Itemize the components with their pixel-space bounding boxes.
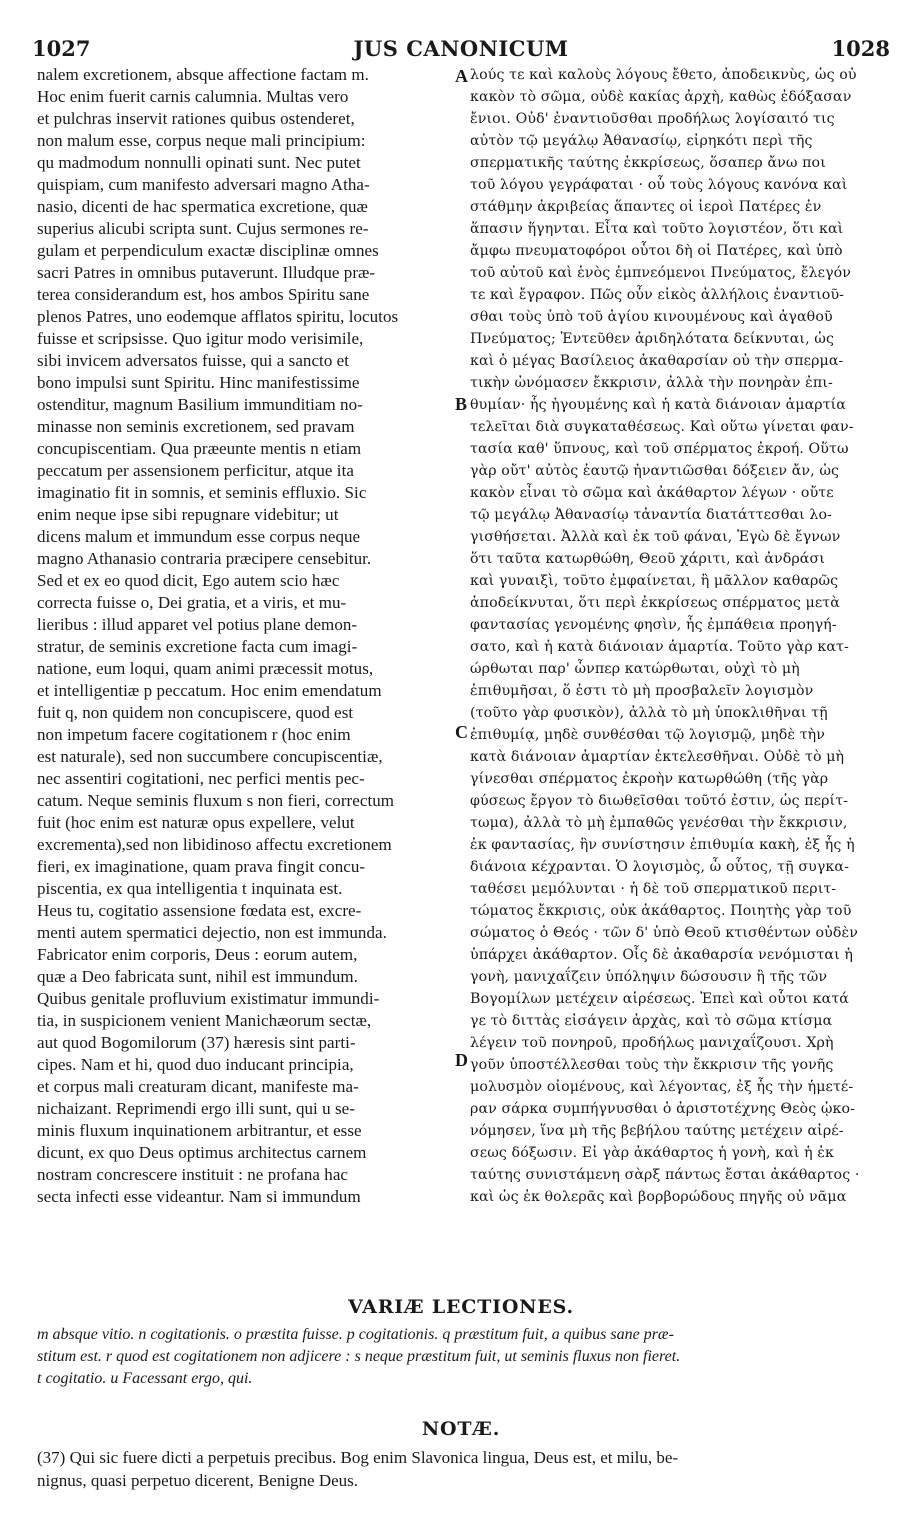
latin-text-line: tia, in suspicionem venient Manichæorum sectæ, xyxy=(37,1011,372,1030)
latin-text-line: non impetum facere cogitationem r (hoc enim xyxy=(37,725,351,744)
greek-text-line: καὶ ὡς ἐκ θολερᾶς καὶ βορβορώδους πηγῆς οὐ νᾶμα xyxy=(470,1189,847,1205)
greek-text-line: σεως δόξωσιν. Εἰ γὰρ ἀκάθαρτος ἡ γονὴ, καὶ ἡ ἐκ xyxy=(470,1145,834,1161)
margin-mark-c: C xyxy=(455,722,468,742)
variae-lectiones xyxy=(37,1324,892,1390)
greek-column xyxy=(470,64,892,1288)
greek-text-line: λέγειν τοῦ πονηροῦ, προδήλως μανιχαΐζουσι. Χρὴ xyxy=(470,1035,834,1051)
latin-text-line: plenos Patres, uno eodemque afflatos spiritu, locutos xyxy=(37,307,399,326)
latin-text-line: sibi invicem adversatos fuisse, qui a sancto et xyxy=(37,351,350,370)
latin-text-line: minis fluxum inquinationem arbitrantur, et esse xyxy=(37,1121,362,1140)
greek-text-line: ώρθωται παρ' ὧνπερ κατώρθωται, οὐχὶ τὸ μὴ xyxy=(470,661,800,677)
latin-text-line: natione, eum loqui, quam animi præcessit motus, xyxy=(37,659,374,678)
greek-text-line: σατο, καὶ ἡ κατὰ διάνοιαν ἁμαρτία. Τοῦτο γὰρ κατ- xyxy=(470,639,849,655)
greek-text-line: λούς τε καὶ καλοὺς λόγους ἔθετο, ἀποδεικνὺς, ὡς οὐ xyxy=(470,67,857,83)
latin-text-line: ostenditur, magnum Basilium immunditiam no- xyxy=(37,395,363,414)
latin-text-line: est naturale), sed non succumbere concupiscentiæ, xyxy=(37,747,383,766)
latin-text-line: dicunt, ex quo Deus optimus architectus carnem xyxy=(37,1143,367,1162)
greek-text-line: ἅπασιν ἥγηνται. Εἶτα καὶ τοῦτο λογιστέον, ὅτι καὶ xyxy=(470,221,844,237)
latin-text-line: terea considerandum est, hos ambos Spiritu sane xyxy=(37,285,370,304)
latin-text-line: secta infecti esse videantur. Nam si immundum xyxy=(37,1187,361,1206)
greek-text-line: αὐτὸν τῷ μεγάλῳ Ἀθανασίῳ, εἰρηκότι περὶ τῆς xyxy=(470,133,813,149)
latin-text-line: aut quod Bogomilorum (37) hæresis sint parti- xyxy=(37,1033,356,1052)
greek-text-line: τῷ μεγάλῳ Ἀθανασίῳ τἀναντία διατάττεσθαι λο- xyxy=(470,507,833,523)
latin-text-line: et intelligentiæ p peccatum. Hoc enim emendatum xyxy=(37,681,382,700)
greek-text-line: καὶ γυναιξὶ, τοῦτο ἐμφαίνεται, ἢ μᾶλλον καθαρῶς xyxy=(470,573,839,589)
latin-text-line: nichaizant. Reprimendi ergo illi sunt, qui u se- xyxy=(37,1099,355,1118)
greek-text-line: κατὰ διάνοιαν ἁμαρτίαν ἐκτελεσθῆναι. Οὐδὲ τὸ μὴ xyxy=(470,749,845,765)
latin-text-line: quispiam, cum manifesto adversari magno Atha- xyxy=(37,175,370,194)
greek-text-line: γισθήσεται. Ἀλλὰ καὶ ἐκ τοῦ φάναι, Ἐγὼ δὲ ἔγνων xyxy=(470,529,841,545)
greek-text-line: Βογομίλων μετέχειν αἱρέσεως. Ἐπεὶ καὶ οὗτοι κατά xyxy=(470,991,849,1007)
greek-text-line: γονὴ, μανιχαΐζειν ὑπόληψιν δώσουσιν ἢ τῆς τῶν xyxy=(470,969,828,985)
greek-text-line: μολυσμὸν οἰομένους, καὶ λέγοντας, ἐξ ἧς τὴν ἡμετέ- xyxy=(470,1079,854,1095)
greek-text-line: σθαι τοὺς ὑπὸ τοῦ ἁγίου κινουμένους καὶ ἀγαθοῦ xyxy=(470,309,833,325)
greek-text-line: γε τὸ διττὰς εἰσάγειν ἀρχὰς, καὶ τὸ σῶμα κτίσμα xyxy=(470,1013,833,1029)
variae-lectiones-title: VARIÆ LECTIONES. xyxy=(348,1296,574,1318)
running-title: JUS CANONICUM xyxy=(353,36,569,61)
latin-text-line: nalem excretionem, absque affectione factam m. xyxy=(37,65,369,84)
latin-text-line: Heus tu, cogitatio assensione fœdata est, excre- xyxy=(37,901,362,920)
margin-mark-a: A xyxy=(455,66,468,86)
greek-text-line: σπερματικῆς ταύτης ἐκκρίσεως, ὅσαπερ ἄνω ποι xyxy=(470,155,826,171)
greek-text-line: διάνοια κέχρανται. Ὁ λογισμὸς, ὦ οὗτος, τῇ συγκα- xyxy=(470,859,849,875)
latin-text-line: dicens malum et immundum esse corpus neque xyxy=(37,527,361,546)
latin-column xyxy=(37,64,454,1288)
latin-text-line: fuit (hoc enim est naturæ opus expellere, velut xyxy=(37,813,355,832)
greek-text-line: κακὸν τὸ σῶμα, οὐδὲ κακίας ἀρχὴ, καθὼς ἐδόξασαν xyxy=(470,89,852,105)
latin-text-line: peccatum per assensionem perficitur, atque ita xyxy=(37,461,354,480)
latin-text-line: non malum esse, corpus neque mali principium: xyxy=(37,131,366,150)
latin-text-line: cipes. Nam et hi, quod duo inducant principia, xyxy=(37,1055,354,1074)
latin-text-line: minasse non seminis excretionem, sed pravam xyxy=(37,417,355,436)
notae xyxy=(37,1446,892,1492)
notae-title: NOTÆ. xyxy=(421,1418,501,1440)
page-number-left: 1027 xyxy=(32,36,91,61)
latin-text-line: superius alicubi scripta sunt. Cujus sermones re- xyxy=(37,219,369,238)
margin-mark-d: D xyxy=(455,1050,468,1070)
greek-text-line: τοῦ αὐτοῦ καὶ ἑνὸς ἐμπνεόμενοι Πνεύματος, ἔλεγόν xyxy=(470,265,852,281)
greek-text-line: ταύτης συνιστάμενη σὰρξ πάντως ἔσται ἀκάθαρτος · xyxy=(470,1167,860,1183)
latin-text-line: fuisse et scripsisse. Quo igitur modo verisimile, xyxy=(37,329,364,348)
latin-text-line: nasio, dicenti de hac spermatica excretione, quæ xyxy=(37,197,368,216)
latin-text-line: concupiscentiam. Qua præeunte mentis n etiam xyxy=(37,439,362,458)
greek-text-line: ἐπιθυμίᾳ, μηδὲ συνθέσθαι τῷ λογισμῷ, μηδὲ τὴν xyxy=(470,727,825,743)
latin-text-line: Fabricator enim corporis, Deus : eorum autem, xyxy=(37,945,358,964)
greek-text-line: γοῦν ὑποστέλλεσθαι τοὺς τὴν ἔκκρισιν τῆς γονῆς xyxy=(470,1057,834,1073)
note-line: (37) Qui sic fuere dicti a perpetuis precibus. Bog enim Slavonica lingua, Deus est, et milu, be- xyxy=(37,1448,679,1467)
latin-text-line: stratur, de seminis excretione facta cum imagi- xyxy=(37,637,358,656)
greek-text-line: τωμα), ἀλλὰ τὸ μὴ ἐμπαθῶς γενέσθαι τὴν ἔκκρισιν, xyxy=(470,815,848,831)
greek-text-line: φύσεως ἔργον τὸ διωθεῖσθαι τοῦτό ἐστιν, ὡς περίτ- xyxy=(470,793,849,809)
greek-text-line: γὰρ οὔτ' αὐτὸς ἑαυτῷ ἠναντιῶσθαι δόξειεν ἄν, ὡς xyxy=(470,463,840,479)
greek-text-line: ταθέσει μεμόλυνται · ἡ δὲ τοῦ σπερματικοῦ περιτ- xyxy=(470,881,837,897)
margin-mark-b: B xyxy=(455,394,468,414)
greek-text-line: φαντασίας γενομένης φησὶν, ἧς ἐμπάθεια προηγή- xyxy=(470,617,837,633)
greek-text-line: (τοῦτο γὰρ φυσικὸν), ἀλλὰ τὸ μὴ ὑποκλιθῆναι τῇ xyxy=(470,705,828,721)
page-number-right: 1028 xyxy=(831,36,890,61)
greek-text-line: Πνεύματος; Ἐντεῦθεν ἀριδηλότατα δείκνυται, ὡς xyxy=(470,331,835,347)
greek-text-line: ὅτι ταῦτα κατωρθώθη, Θεοῦ χάριτι, καὶ ἀνδράσι xyxy=(470,551,825,567)
latin-text-line: enim neque ipse sibi repugnare videbitur; ut xyxy=(37,505,339,524)
latin-text-line: nec assentiri cogitationi, nec perfici mentis pec- xyxy=(37,769,365,788)
greek-text-line: ἔνιοι. Οὐδ' ἐναντιοῦσθαι προδήλως λογίσαιτό τις xyxy=(470,111,835,127)
latin-text-line: et pulchras inservit rationes quibus ostenderet, xyxy=(37,109,355,128)
latin-text-line: fieri, ex imaginatione, quam prava fingit concu- xyxy=(37,857,366,876)
latin-text-line: gulam et perpendiculum exactæ disciplinæ omnes xyxy=(37,241,379,260)
greek-text-line: τοῦ λόγου γεγράφαται · οὗ τοὺς λόγους κανόνα καὶ xyxy=(470,177,848,193)
latin-text-line: nostram concrescere instituit : ne profana hac xyxy=(37,1165,349,1184)
greek-text-line: ἄμφω πνευματοφόροι οὗτοι δὴ οἱ Πατέρες, καὶ ὑπὸ xyxy=(470,243,843,259)
variant-reading-line: stitum est. r quod est cogitationem non adjicere : s neque præstitum fuit, ut seminis fluxus non fieret. xyxy=(37,1348,681,1365)
greek-text-line: καὶ ὁ μέγας Βασίλειος ἀκαθαρσίαν οὐ τὴν σπερμα- xyxy=(470,353,844,369)
greek-text-line: ὑπάρχει ἀκάθαρτον. Οἷς δὲ ἀκαθαρσία νενόμισται ἡ xyxy=(470,947,853,963)
latin-text-line: quæ a Deo fabricata sunt, nihil est immundum. xyxy=(37,967,358,986)
greek-text-line: ἐκ φαντασίας, ἣν συνίστησιν ἐπιθυμία κακὴ, ἐξ ἧς ἡ xyxy=(470,837,855,853)
greek-text-line: στάθμην ἀκριβείας ἅπαντες οἱ ἱεροὶ Πατέρες ἐν xyxy=(470,199,822,215)
latin-text-line: et corpus mali creaturam dicant, manifeste ma- xyxy=(37,1077,359,1096)
latin-text-line: magno Athanasio contraria præcipere censebitur. xyxy=(37,549,372,568)
greek-text-line: θυμίαν· ἧς ἡγουμένης καὶ ἡ κατὰ διάνοιαν ἁμαρτία xyxy=(470,397,846,413)
latin-text-line: Quibus genitale profluvium existimatur immundi- xyxy=(37,989,380,1008)
latin-text-line: Sed et ex eo quod dicit, Ego autem scio hæc xyxy=(37,571,340,590)
latin-text-line: lieribus : illud apparet vel potius plane demon- xyxy=(37,615,358,634)
variant-reading-line: m absque vitio. n cogitationis. o præstita fuisse. p cogitationis. q præstitum fuit, a quibus sane præ- xyxy=(37,1326,674,1343)
latin-text-line: sacri Patres in omnibus putaverunt. Illudque præ- xyxy=(37,263,376,282)
greek-text-line: κακὸν εἶναι τὸ σῶμα καὶ ἀκάθαρτον λέγων · οὔτε xyxy=(470,485,834,501)
variant-reading-line: t cogitatio. u Facessant ergo, qui. xyxy=(37,1370,253,1387)
latin-text-line: correcta fuisse o, Dei gratia, et a viris, et mu- xyxy=(37,593,347,612)
greek-text-line: γίνεσθαι σπέρματος ἐκροὴν κατωρθώθη (τῆς γὰρ xyxy=(470,771,829,787)
page-header xyxy=(32,36,890,66)
greek-text-line: τελεῖται διὰ συγκαταθέσεως. Καὶ οὕτω γίνεται φαν- xyxy=(470,419,854,435)
note-line: nignus, quasi perpetuo dicerent, Benigne Deus. xyxy=(37,1471,359,1490)
latin-text-line: qu madmodum nonnulli opinati sunt. Nec putet xyxy=(37,153,361,172)
latin-text-line: menti autem spermatici dejectio, non est immunda. xyxy=(37,923,387,942)
latin-text-line: excrementa),sed non libidinoso affectu excretionem xyxy=(37,835,392,854)
greek-text-line: νόμησεν, ἵνα μὴ τῆς βεβήλου ταύτης μετέχειν αἱρέ- xyxy=(470,1123,844,1139)
greek-text-line: τασία καθ' ὕπνους, καὶ τοῦ σπέρματος ἐκροή. Οὕτω xyxy=(470,441,849,457)
greek-text-line: ἀποδείκνυται, ὅτι περὶ ἐκκρίσεως σπέρματος μετὰ xyxy=(470,595,840,611)
latin-text-line: catum. Neque seminis fluxum s non fieri, correctum xyxy=(37,791,395,810)
latin-text-line: bono impulsi sunt Spiritu. Hinc manifestissime xyxy=(37,373,360,392)
greek-text-line: ραν σάρκα συμπήγνυσθαι ὁ ἀριστοτέχνης Θεὸς ᾠκο- xyxy=(470,1101,856,1117)
greek-text-line: σώματος ὁ Θεός · τῶν δ' ὑπὸ Θεοῦ κτισθέντων οὐδὲν xyxy=(470,925,858,941)
greek-text-line: ἐπιθυμῆσαι, ὅ ἐστι τὸ μὴ προσβαλεῖν λογισμὸν xyxy=(470,683,814,699)
latin-text-line: piscentia, ex qua intelligentia t inquinata est. xyxy=(37,879,343,898)
latin-text-line: fuit q, non quidem non concupiscere, quod est xyxy=(37,703,354,722)
latin-text-line: imaginatio fit in somnis, et seminis effluxio. Sic xyxy=(37,483,367,502)
greek-text-line: τώματος ἔκκρισις, οὐκ ἀκάθαρτος. Ποιητὴς γὰρ τοῦ xyxy=(470,903,852,919)
greek-text-line: τε καὶ ἔγραφον. Πῶς οὖν εἰκὸς ἀλλήλοις ἐναντιοῦ- xyxy=(470,287,845,303)
latin-text-line: Hoc enim fuerit carnis calumnia. Multas vero xyxy=(37,87,349,106)
greek-text-line: τικὴν ὠνόμασεν ἔκκρισιν, ἀλλὰ τὴν πονηρὰν ἐπι- xyxy=(470,375,833,391)
